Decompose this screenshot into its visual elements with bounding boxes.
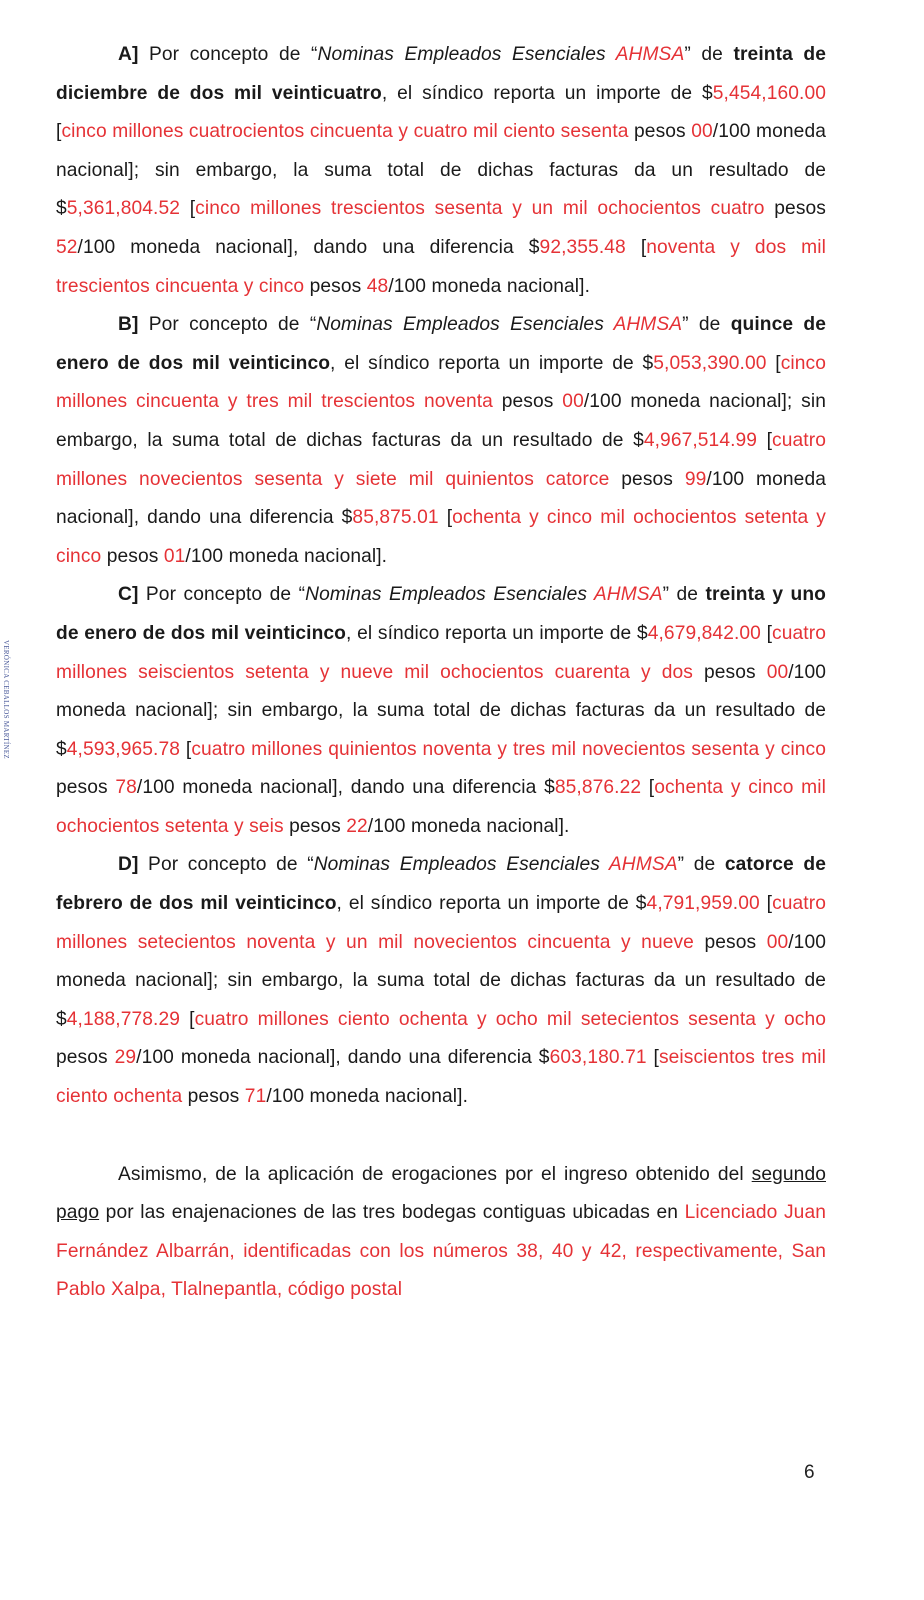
text-run: cinco millones cuatrocientos cincuenta y cuatro mil ciento sesenta <box>61 121 629 143</box>
text-run: /100 moneda nacional]; sin embargo, la suma total de dichas facturas da un resultado de $ <box>56 391 826 451</box>
text-run: cuatro millones ciento ochenta y ocho mil setecientos sesenta y ocho <box>194 1008 826 1030</box>
text-run: [ <box>56 121 62 143</box>
text-run: /100 moneda nacional]; sin embargo, la suma total de dichas facturas da un resultado de $ <box>56 121 826 220</box>
text-run: /100 moneda nacional]. <box>266 1086 469 1108</box>
text-run: /100 moneda nacional], dando una diferencia $ <box>136 777 555 799</box>
text-run: [ <box>180 738 192 760</box>
text-run: cuatro millones novecientos sesenta y siete mil quinientos catorce <box>56 429 826 490</box>
text-run: 85,876.22 <box>554 777 642 799</box>
text-run: pesos <box>764 198 826 220</box>
text-run: pesos <box>283 815 347 837</box>
text-run: Por concepto de “ <box>138 314 317 336</box>
text-run: [ <box>180 1008 195 1030</box>
text-run: 92,355.48 <box>539 236 626 258</box>
text-run: 85,875.01 <box>352 507 439 529</box>
text-run: AHMSA <box>608 854 678 876</box>
text-run: 22 <box>346 815 368 837</box>
text-run: Nominas Empleados Esenciales <box>316 314 614 336</box>
text-run: 00 <box>562 391 584 413</box>
text-run: noventa y dos mil trescientos cincuenta y cinco <box>56 236 826 297</box>
text-run: AHMSA <box>615 44 685 65</box>
text-run: pesos <box>56 1047 115 1069</box>
text-run: Nominas Empleados Esenciales <box>317 44 616 65</box>
text-run: pesos <box>101 545 164 567</box>
text-run: 00 <box>766 931 789 953</box>
text-run: /100 moneda nacional], dando una diferencia $ <box>56 468 826 529</box>
text-run: [ <box>757 429 773 451</box>
text-run: cinco millones trescientos sesenta y un mil ochocientos cuatro <box>195 198 765 220</box>
text-run: [ <box>766 352 781 374</box>
text-run: /100 moneda nacional], dando una diferencia $ <box>77 236 540 258</box>
text-run: /100 moneda nacional]. <box>388 275 591 297</box>
text-run: por las enajenaciones de las tres bodegas contiguas ubicadas en <box>99 1202 685 1224</box>
text-run: [ <box>180 198 196 220</box>
text-run: /100 moneda nacional]; sin embargo, la suma total de dichas facturas da un resultado de $ <box>56 931 826 1030</box>
text-run: [ <box>759 893 773 915</box>
text-run: Nominas Empleados Esenciales <box>313 854 609 876</box>
paragraph-a <box>56 36 826 306</box>
document-body <box>56 36 826 1310</box>
text-run: Licenciado Juan Fernández Albarrán, identificadas con los números 38, 40 y 42, respectivamente, San Pablo Xalpa, Tlalnepantla, código postal <box>56 1202 826 1301</box>
text-run: , el síndico reporta un importe de $ <box>346 622 648 644</box>
text-run: 4,593,965.78 <box>66 738 181 760</box>
text-run: AHMSA <box>613 314 683 336</box>
text-run: 99 <box>684 468 707 490</box>
paragraph-d <box>56 846 826 1116</box>
signature-sidebar <box>2 640 14 830</box>
text-run: cuatro millones quinientos noventa y tres mil novecientos sesenta y cinco <box>191 738 826 760</box>
text-run: 5,361,804.52 <box>66 198 181 220</box>
text-run: treinta y uno de enero de dos mil veinticinco <box>56 584 826 644</box>
text-run: C] <box>118 584 139 606</box>
text-run: B] <box>118 314 139 336</box>
text-run: pesos <box>56 777 116 799</box>
text-run: [ <box>625 236 647 258</box>
text-run: 4,188,778.29 <box>66 1008 181 1030</box>
text-run: treinta de diciembre de dos mil veinticuatro <box>56 44 826 104</box>
text-run: AHMSA <box>593 584 663 606</box>
text-run: Por concepto de “ <box>138 854 314 876</box>
text-run: /100 moneda nacional]. <box>185 545 388 567</box>
text-run: pesos <box>182 1086 245 1108</box>
text-run: ochenta y cinco mil ochocientos setenta y seis <box>56 777 826 837</box>
text-run: [ <box>438 507 453 529</box>
text-run: 52 <box>56 236 78 258</box>
text-run: A] <box>118 44 139 65</box>
signer-name: VERÓNICA CEBALLOS MARTÍNEZ <box>2 640 10 759</box>
text-run: 5,053,390.00 <box>653 352 767 374</box>
text-run: 5,454,160.00 <box>712 82 827 104</box>
paragraph-c <box>56 576 826 846</box>
text-run: pesos <box>492 391 563 413</box>
paragraph-asimismo <box>56 1156 826 1310</box>
paragraph-b <box>56 306 826 576</box>
text-run: pesos <box>304 275 367 297</box>
text-run: ” de <box>677 854 725 876</box>
text-run: , el síndico reporta un importe de $ <box>330 352 654 374</box>
text-run: 603,180.71 <box>549 1047 647 1069</box>
text-run: quince de enero de dos mil veinticinco <box>56 314 826 374</box>
text-run: Por concepto de “ <box>138 584 306 606</box>
text-run: 01 <box>163 545 186 567</box>
text-run: , el síndico reporta un importe de $ <box>381 82 713 104</box>
text-run: ” de <box>682 314 731 336</box>
text-run: 4,791,959.00 <box>646 893 760 915</box>
text-run: pesos <box>628 121 692 143</box>
text-run: [ <box>641 777 655 799</box>
text-run: cuatro millones setecientos noventa y un mil novecientos cincuenta y nueve <box>56 893 826 953</box>
text-run: 29 <box>114 1047 137 1069</box>
text-run: catorce de febrero de dos mil veinticinco <box>56 854 826 915</box>
text-run: segundo pago <box>56 1163 826 1224</box>
text-run: 71 <box>244 1086 267 1108</box>
text-run: 00 <box>766 661 789 683</box>
page-number: 6 <box>804 1462 815 1483</box>
text-run: pesos <box>693 931 767 953</box>
text-run: /100 moneda nacional], dando una diferencia $ <box>136 1047 550 1069</box>
text-run: ochenta y cinco mil ochocientos setenta y cinco <box>56 507 826 567</box>
text-run: cinco millones cincuenta y tres mil trescientos noventa <box>56 352 826 413</box>
text-run: 4,679,842.00 <box>647 622 761 644</box>
text-run: [ <box>646 1047 659 1069</box>
text-run: ” de <box>662 584 706 606</box>
text-run: 00 <box>691 121 713 143</box>
text-run: 78 <box>115 777 137 799</box>
text-run: seiscientos tres mil ciento ochenta <box>56 1047 826 1108</box>
text-run: /100 moneda nacional]. <box>367 815 570 837</box>
text-run: 48 <box>366 275 389 297</box>
text-run: pesos <box>693 661 767 683</box>
text-run: 4,967,514.99 <box>643 429 758 451</box>
text-run: , el síndico reporta un importe de $ <box>336 893 647 915</box>
text-run: pesos <box>609 468 685 490</box>
text-run: Nominas Empleados Esenciales <box>305 584 594 606</box>
text-run: ” de <box>684 44 734 65</box>
text-run: Asimismo, de la aplicación de erogaciones por el ingreso obtenido del <box>118 1163 752 1185</box>
text-run: Por concepto de “ <box>138 44 318 65</box>
text-run: cuatro millones seiscientos setenta y nueve mil ochocientos cuarenta y dos <box>56 622 826 683</box>
text-run: /100 moneda nacional]; sin embargo, la suma total de dichas facturas da un resultado de $ <box>56 661 826 760</box>
text-run: D] <box>118 854 139 876</box>
text-run: [ <box>760 622 773 644</box>
